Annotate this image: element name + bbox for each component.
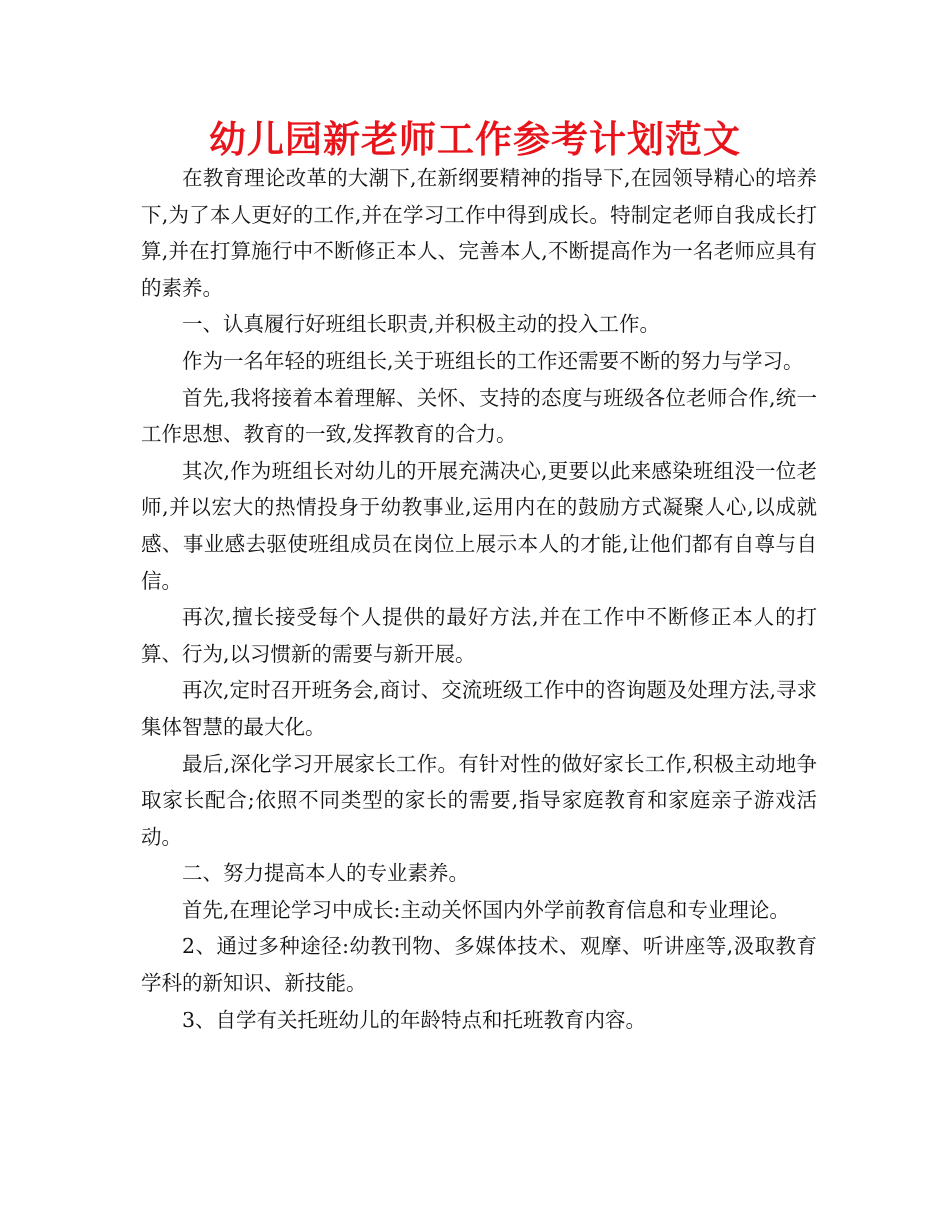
section-heading-1: 一、认真履行好班组长职责,并积极主动的投入工作。: [182, 312, 661, 337]
paragraph: 其次,作为班组长对幼儿的开展充满决心,更要以此来感染班组没一位老师,并以宏大的热情投身于幼教事业,运用内在的鼓励方式凝聚人心,以成就感、事业感去驱使班组成员在岗位上展示本人的才能,让他们都有自尊与自信。: [141, 458, 817, 593]
list-item: 3、自学有关托班幼儿的年龄特点和托班教育内容。: [182, 1007, 647, 1032]
document-title: 幼儿园新老师工作参考计划范文: [209, 118, 741, 161]
paragraph: 首先,在理论学习中成长:主动关怀国内外学前教育信息和专业理论。: [182, 897, 790, 922]
paragraph: 作为一名年轻的班组长,关于班组长的工作还需要不断的努力与学习。: [182, 348, 804, 373]
paragraph: 再次,擅长接受每个人提供的最好方法,并在工作中不断修正本人的打算、行为,以习惯新的需要与新开展。: [141, 605, 817, 666]
document-body: [141, 160, 817, 1038]
paragraph: 最后,深化学习开展家长工作。有针对性的做好家长工作,积极主动地争取家长配合;依照不同类型的家长的需要,指导家庭教育和家庭亲子游戏活动。: [141, 751, 817, 849]
paragraph-intro: 在教育理论改革的大潮下,在新纲要精神的指导下,在园领导精心的培养下,为了本人更好的工作,并在学习工作中得到成长。特制定老师自我成长打算,并在打算施行中不断修正本人、完善本人,不断提高作为一名老师应具有的素养。: [141, 166, 817, 300]
list-item: 2、通过多种途径:幼教刊物、多媒体技术、观摩、听讲座等,汲取教育学科的新知识、新技能。: [141, 934, 817, 996]
paragraph: 再次,定时召开班务会,商讨、交流班级工作中的咨询题及处理方法,寻求集体智慧的最大化。: [141, 678, 817, 739]
section-heading-2: 二、努力提高本人的专业素养。: [182, 861, 469, 886]
paragraph: 首先,我将接着本着理解、关怀、支持的态度与班级各位老师合作,统一工作思想、教育的一致,发挥教育的合力。: [141, 385, 817, 447]
